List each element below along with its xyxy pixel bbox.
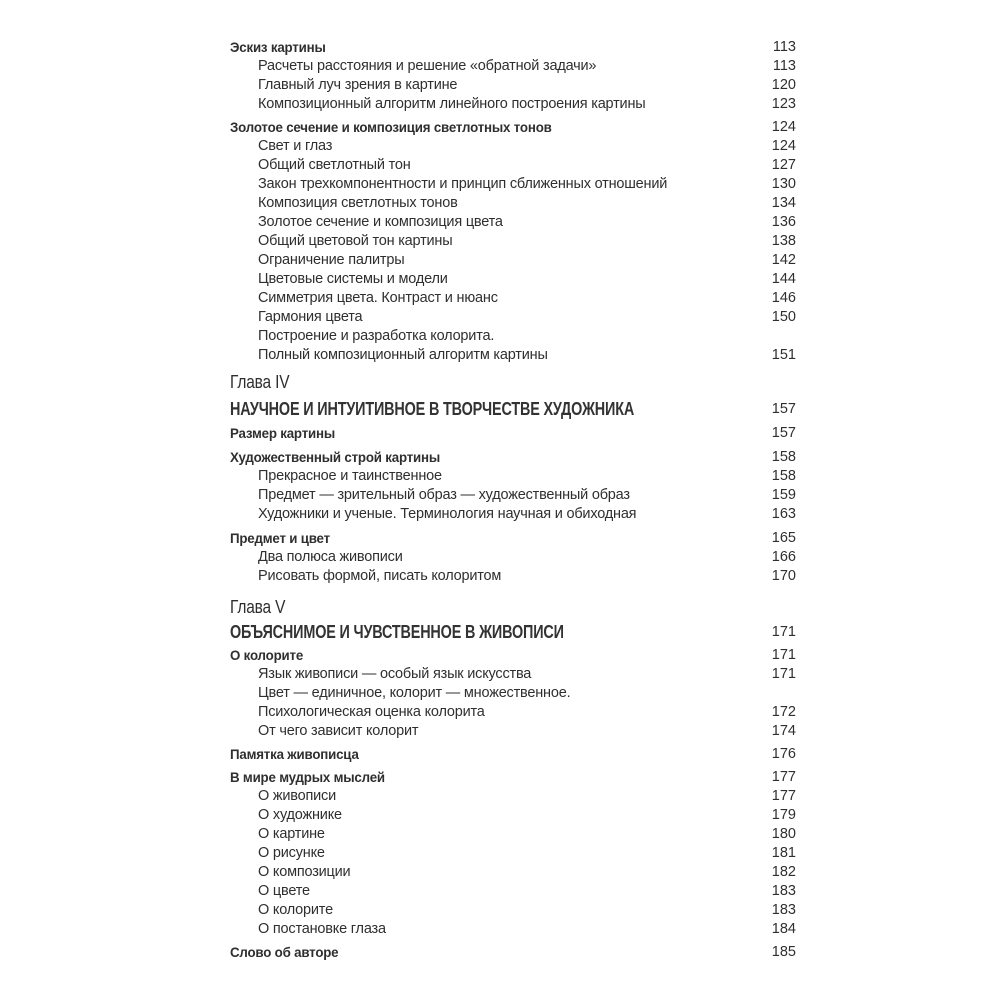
toc-entry-text: Размер картины	[230, 425, 336, 441]
toc-subsection	[0, 288, 1000, 308]
toc-page-number: 159	[771, 487, 796, 503]
toc-section	[0, 767, 1000, 787]
toc-entry-text: От чего зависит колорит	[258, 723, 419, 739]
toc-page-number: 124	[771, 119, 796, 135]
toc-page-number: 183	[771, 883, 796, 899]
toc-page-number: 136	[771, 214, 796, 230]
toc-entry-text: Предмет — зрительный образ — художественный образ	[258, 487, 630, 503]
toc-entry-text: Общий цветовой тон картины	[258, 233, 453, 249]
toc-subsection	[0, 862, 1000, 882]
toc-page-number: 172	[771, 704, 796, 720]
toc-page-number: 181	[771, 845, 796, 861]
toc-subsection	[0, 566, 1000, 586]
toc-entry-text: Гармония цвета	[258, 309, 363, 325]
toc-subsection	[0, 326, 1000, 346]
toc-page-number: 166	[771, 549, 796, 565]
toc-page-number: 120	[771, 77, 796, 93]
toc-subsection	[0, 136, 1000, 156]
toc-subsection	[0, 683, 1000, 703]
toc-entry-text: Цветовые системы и модели	[258, 271, 448, 287]
toc-subsection	[0, 824, 1000, 844]
toc-page-number: 134	[771, 195, 796, 211]
toc-entry-text: Художники и ученые. Терминология научная и обиходная	[258, 506, 637, 522]
toc-entry-text: ОБЪЯСНИМОЕ И ЧУВСТВЕННОЕ В ЖИВОПИСИ	[230, 622, 564, 642]
toc-section	[0, 528, 1000, 548]
toc-page-number: 177	[771, 769, 796, 785]
toc-entry-text: Глава IV	[230, 372, 290, 392]
toc-page-number: 171	[771, 666, 796, 682]
toc-subsection	[0, 919, 1000, 939]
toc-entry-text: Два полюса живописи	[258, 549, 403, 565]
toc-page-number: 184	[771, 921, 796, 937]
toc-entry-text: О художнике	[258, 807, 342, 823]
toc-subsection	[0, 805, 1000, 825]
toc-entry-text: Глава V	[230, 597, 286, 617]
toc-page-number: 138	[771, 233, 796, 249]
toc-subsection	[0, 664, 1000, 684]
toc-page-number: 123	[771, 96, 796, 112]
toc-section	[0, 117, 1000, 137]
toc-entry-text: Полный композиционный алгоритм картины	[258, 347, 548, 363]
toc-entry-text: О колорите	[258, 902, 333, 918]
toc-subsection	[0, 786, 1000, 806]
toc-entry-text: О постановке глаза	[258, 921, 386, 937]
toc-subsection	[0, 155, 1000, 175]
toc-subsection	[0, 307, 1000, 327]
toc-page-number: 146	[771, 290, 796, 306]
toc-section	[0, 942, 1000, 962]
toc-subsection	[0, 900, 1000, 920]
toc-entry-text: Памятка живописца	[230, 746, 359, 762]
toc-page-number: 179	[771, 807, 796, 823]
toc-subsection	[0, 75, 1000, 95]
toc-entry-text: Прекрасное и таинственное	[258, 468, 442, 484]
toc-page-number: 130	[771, 176, 796, 192]
toc-entry-text: Ограничение палитры	[258, 252, 405, 268]
toc-entry-text: Главный луч зрения в картине	[258, 77, 458, 93]
toc-entry-text: Психологическая оценка колорита	[258, 704, 485, 720]
toc-entry-text: Общий светлотный тон	[258, 157, 411, 173]
toc-page-number: 182	[771, 864, 796, 880]
toc-entry-text: О композиции	[258, 864, 351, 880]
toc-entry-text: Золотое сечение и композиция светлотных тонов	[230, 119, 552, 135]
toc-page-number: 185	[771, 944, 796, 960]
toc-entry-text: Композиция светлотных тонов	[258, 195, 458, 211]
toc-page-number: 183	[771, 902, 796, 918]
toc-subsection	[0, 504, 1000, 524]
toc-entry-text: Язык живописи — особый язык искусства	[258, 666, 532, 682]
toc-chapter-label	[0, 370, 1000, 390]
toc-page-number: 177	[771, 788, 796, 804]
toc-subsection	[0, 702, 1000, 722]
toc-page-number: 174	[771, 723, 796, 739]
toc-entry-text: О колорите	[230, 647, 304, 663]
toc-page-number: 113	[772, 58, 796, 74]
toc-page-number: 171	[771, 624, 796, 640]
toc-section	[0, 447, 1000, 467]
toc-section	[0, 37, 1000, 57]
toc-subsection	[0, 193, 1000, 213]
toc-page-number: 163	[771, 506, 796, 522]
toc-subsection	[0, 56, 1000, 76]
toc-entry-text: Симметрия цвета. Контраст и нюанс	[258, 290, 498, 306]
toc-subsection	[0, 485, 1000, 505]
toc-subsection	[0, 269, 1000, 289]
toc-entry-text: Золотое сечение и композиция цвета	[258, 214, 503, 230]
toc-subsection	[0, 843, 1000, 863]
toc-chapter-label	[0, 595, 1000, 615]
toc-entry-text: В мире мудрых мыслей	[230, 769, 385, 785]
toc-page-number: 170	[771, 568, 796, 584]
toc-subsection	[0, 345, 1000, 365]
toc-entry-text: Эскиз картины	[230, 39, 326, 55]
toc-entry-text: Предмет и цвет	[230, 530, 330, 546]
toc-entry-text: Построение и разработка колорита.	[258, 328, 495, 344]
toc-subsection	[0, 547, 1000, 567]
toc-page-number: 158	[771, 468, 796, 484]
toc-entry-text: Рисовать формой, писать колоритом	[258, 568, 502, 584]
toc-entry-text: Цвет — единичное, колорит — множественное.	[258, 685, 571, 701]
toc-subsection	[0, 212, 1000, 232]
toc-subsection	[0, 466, 1000, 486]
toc-entry-text: О живописи	[258, 788, 337, 804]
toc-entry-text: Свет и глаз	[258, 138, 333, 154]
toc-subsection	[0, 94, 1000, 114]
toc-page-number: 171	[771, 647, 796, 663]
toc-page-number: 113	[772, 39, 796, 55]
toc-entry-text: Слово об авторе	[230, 944, 339, 960]
toc-entry-text: Расчеты расстояния и решение «обратной задачи»	[258, 58, 597, 74]
toc-page-number: 142	[771, 252, 796, 268]
toc-subsection	[0, 231, 1000, 251]
toc-entry-text: О картине	[258, 826, 325, 842]
toc-page-number: 176	[771, 746, 796, 762]
toc-page-number: 144	[771, 271, 796, 287]
toc-entry-text: Художественный строй картины	[230, 449, 441, 465]
toc-page-number: 151	[771, 347, 796, 363]
toc-page-number: 158	[771, 449, 796, 465]
toc-section	[0, 744, 1000, 764]
toc-subsection	[0, 250, 1000, 270]
toc-subsection	[0, 881, 1000, 901]
toc-section	[0, 423, 1000, 443]
toc-page-number: 150	[771, 309, 796, 325]
toc-entry-text: Закон трехкомпонентности и принцип сближенных отношений	[258, 176, 668, 192]
toc-chapter-title	[0, 620, 1000, 640]
toc-chapter-title	[0, 397, 1000, 417]
toc-page-number: 180	[771, 826, 796, 842]
toc-page-number: 165	[771, 530, 796, 546]
toc-page-number: 124	[771, 138, 796, 154]
toc-page-number: 157	[771, 425, 796, 441]
toc-entry-text: НАУЧНОЕ И ИНТУИТИВНОЕ В ТВОРЧЕСТВЕ ХУДОЖНИКА	[230, 399, 635, 419]
toc-entry-text: О рисунке	[258, 845, 325, 861]
toc-subsection	[0, 174, 1000, 194]
toc-page-number: 127	[771, 157, 796, 173]
toc-section	[0, 645, 1000, 665]
toc-entry-text: Композиционный алгоритм линейного построения картины	[258, 96, 646, 112]
toc-entry-text: О цвете	[258, 883, 310, 899]
toc-page-number: 157	[771, 401, 796, 417]
toc-subsection	[0, 721, 1000, 741]
